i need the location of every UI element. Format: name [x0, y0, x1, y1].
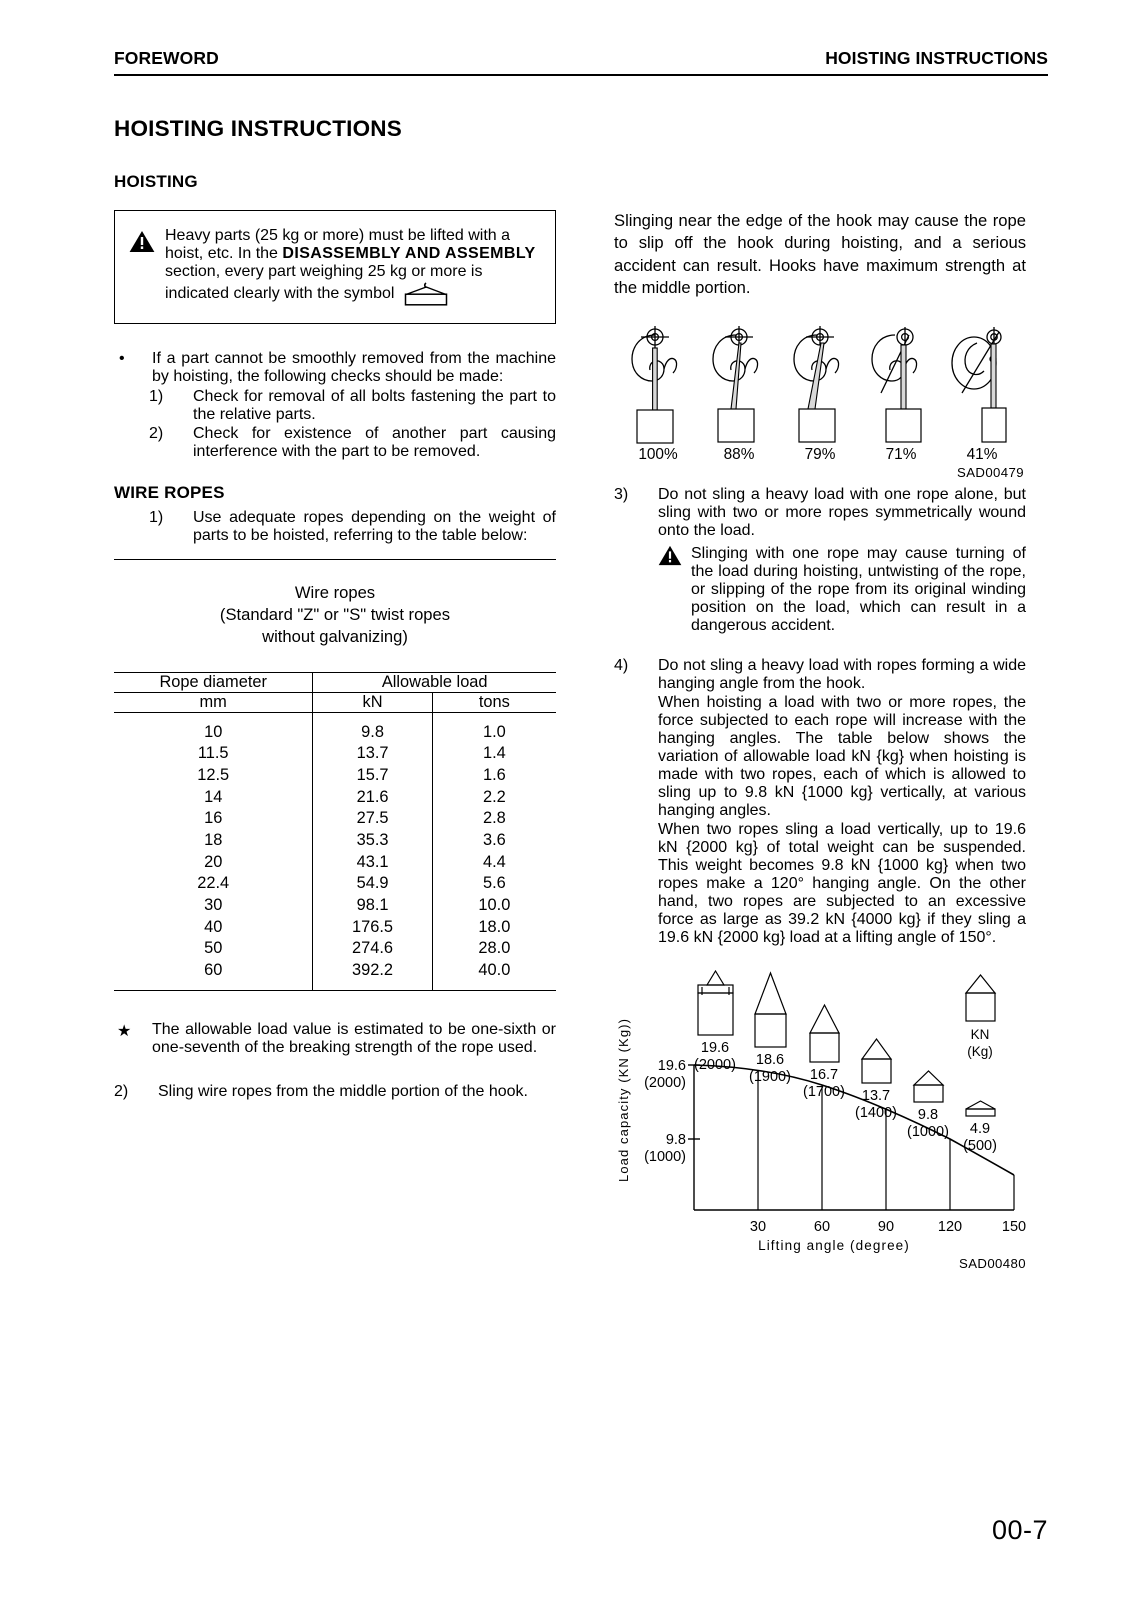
cell-tons: 1.4 — [432, 743, 556, 765]
chart-point-labels — [694, 1027, 997, 1154]
xtick-label-120: 120 — [937, 1219, 963, 1236]
table-caption — [114, 560, 556, 672]
load-shape-150deg — [966, 1101, 995, 1116]
table-row — [114, 743, 556, 765]
hoist-sling-symbol — [399, 281, 453, 307]
cell-kn: 13.7 — [313, 743, 432, 765]
table-unit-header-row — [114, 693, 556, 713]
table-row — [114, 830, 556, 852]
wire-ropes-list — [149, 509, 556, 545]
cell-tons: 1.6 — [432, 765, 556, 787]
hook-percent-label: 88% — [723, 446, 755, 464]
cell-mm: 11.5 — [197, 744, 229, 763]
point-label-kn-2: 16.7 — [809, 1067, 839, 1084]
list-item-text: Check for existence of another part causing interference with the part to be removed. — [193, 425, 556, 460]
cell-kn: 43.1 — [313, 852, 432, 874]
page-header — [114, 48, 1048, 74]
column-header-tons: tons — [432, 693, 556, 713]
xtick-label-30: 30 — [749, 1219, 767, 1236]
load-shape-legend — [966, 975, 995, 1021]
cell-mm: 40 — [204, 917, 223, 936]
list-item-text: Do not sling a heavy load with one rope alone, but sling with two or more ropes symmetrically wound onto the load. — [658, 486, 1026, 540]
intro-paragraph: Slinging near the edge of the hook may cause the rope to slip off the hook during hoisting, and a serious accident can result. Hooks have maximum strength at the middle portion. — [614, 211, 1026, 297]
column-header-kn: kN — [313, 693, 432, 713]
cell-tons: 3.6 — [432, 830, 556, 852]
hook-diagram-79 — [782, 321, 858, 464]
hook-diagram-71 — [863, 321, 939, 464]
table-row — [114, 895, 556, 917]
table-caption-line1: Wire ropes — [294, 583, 376, 602]
list-item-number: 1) — [149, 388, 164, 405]
column-header-rope-diameter: Rope diameter — [114, 673, 313, 693]
table-row — [114, 765, 556, 787]
item4-paragraph-3: When two ropes sling a load vertically, up to 19.6 kN {2000 kg} of total weight can be suspended. This weight becomes 9.8 kN {1000 kg} when two ropes make a 120° hanging angle. On the other hand, two ropes are subjected to an excessive force as large as 39.2 kN {4000 kg} if they sling a 19.6 kN {2000 kg} load at a lifting angle of 150°. — [658, 821, 1026, 947]
chart-y-ticks — [644, 1058, 686, 1165]
hook-row — [614, 321, 1026, 464]
point-label-kn-1: 18.6 — [755, 1052, 785, 1069]
ytick-kn-1: 9.8 — [665, 1132, 686, 1149]
bullet-marker: • — [119, 350, 125, 367]
cell-tons: 5.6 — [432, 873, 556, 895]
ytick-kg-1: (1000) — [644, 1149, 686, 1166]
cell-tons: 18.0 — [432, 917, 556, 939]
cell-kn: 21.6 — [313, 787, 432, 809]
checks-list — [149, 388, 556, 461]
list-item-number: 3) — [614, 486, 629, 504]
xtick-label-90: 90 — [877, 1219, 895, 1236]
cell-kn: 27.5 — [313, 808, 432, 830]
cell-kn: 54.9 — [313, 873, 432, 895]
list-item-number: 2) — [149, 425, 164, 442]
cell-mm: 50 — [204, 939, 223, 958]
table-group-header-row — [114, 673, 556, 693]
star-note — [114, 1021, 556, 1057]
list-item-number: 4) — [614, 657, 629, 675]
hook-percent-label: 71% — [885, 446, 917, 464]
cell-mm: 60 — [204, 960, 223, 979]
cell-mm: 16 — [204, 809, 223, 828]
table-head-spacer — [114, 713, 556, 722]
list-item — [149, 388, 556, 424]
list-item-number: 1) — [149, 509, 164, 526]
column-header-allowable-load: Allowable load — [313, 673, 556, 693]
point-label-kn-3: 13.7 — [861, 1088, 891, 1105]
table-row — [114, 960, 556, 982]
hook-percent-label: 79% — [804, 446, 836, 464]
header-rule — [114, 74, 1048, 76]
bullet-text: If a part cannot be smoothly removed from the machine by hoisting, the following checks should be made: — [152, 350, 556, 385]
paragraph — [614, 694, 1026, 820]
list-item-text: Do not sling a heavy load with ropes forming a wide hanging angle from the hook. — [658, 657, 1026, 693]
two-column-body — [114, 210, 1048, 1272]
load-capacity-chart — [614, 967, 1026, 1272]
warning-text-bold: DISASSEMBLY AND ASSEMBLY — [282, 245, 536, 262]
cell-mm: 30 — [204, 895, 223, 914]
chart-x-axis-label: Lifting angle (degree) — [758, 1238, 910, 1254]
list-item-number: 2) — [114, 1083, 129, 1101]
cell-kn: 274.6 — [313, 938, 432, 960]
load-shape-120deg — [914, 1071, 943, 1102]
column-header-mm: mm — [114, 693, 313, 713]
cell-kn: 15.7 — [313, 765, 432, 787]
cell-mm: 18 — [204, 830, 223, 849]
list-item — [149, 509, 556, 545]
cell-tons: 1.0 — [432, 722, 556, 744]
table-row — [114, 873, 556, 895]
list-item — [114, 350, 556, 386]
point-label-kg-1: (1900) — [749, 1069, 791, 1086]
warning-box — [114, 210, 556, 324]
cell-tons: 2.8 — [432, 808, 556, 830]
ytick-kn-0: 19.6 — [657, 1058, 686, 1075]
cell-mm: 14 — [204, 787, 223, 806]
chart-x-ticks — [750, 1219, 1026, 1235]
cell-mm: 22.4 — [197, 874, 230, 893]
table-bottom-spacer — [114, 982, 556, 991]
point-label-kn-5: 4.9 — [969, 1121, 991, 1138]
cell-kn: 98.1 — [313, 895, 432, 917]
right-column — [614, 210, 1026, 1272]
load-shape-0deg — [698, 971, 733, 1035]
point-label-kn-4: 9.8 — [917, 1107, 939, 1124]
hook-icon — [620, 321, 690, 445]
hook-strength-figure — [614, 321, 1026, 480]
list-item-text: Check for removal of all bolts fastening the part to the relative parts. — [193, 388, 556, 423]
star-icon: ★ — [117, 1023, 132, 1041]
point-label-kn-0: 19.6 — [700, 1040, 730, 1057]
header-right-label: HOISTING INSTRUCTIONS — [825, 48, 1048, 68]
paragraph — [614, 821, 1026, 947]
hook-icon — [944, 321, 1014, 445]
figure-code: SAD00479 — [957, 465, 1024, 481]
cell-tons: 40.0 — [432, 960, 556, 982]
page-title: HOISTING INSTRUCTIONS — [114, 116, 402, 141]
list-item-text: Sling wire ropes from the middle portion of the hook. — [158, 1083, 528, 1101]
point-label-kg-0: (2000) — [694, 1057, 736, 1074]
wire-rope-table — [114, 672, 556, 991]
chart-y-axis-label: Load capacity (KN (Kg)) — [616, 1018, 631, 1183]
wire-ropes-heading: WIRE ROPES — [114, 483, 225, 502]
inline-warning-text: Slinging with one rope may cause turning of the load during hoisting, untwisting of the rope, or slipping of the rope from its original winding position on the load, which can result in a dangerous accident. — [691, 545, 1026, 635]
cell-tons: 28.0 — [432, 938, 556, 960]
list-item — [149, 425, 556, 461]
header-left-label: FOREWORD — [114, 48, 219, 68]
table-row — [114, 917, 556, 939]
cell-kn: 176.5 — [313, 917, 432, 939]
list-item — [614, 486, 1026, 540]
hook-diagram-100 — [620, 321, 696, 464]
list-item-text: Use adequate ropes depending on the weight of parts to be hoisted, referring to the table below: — [193, 509, 556, 544]
cell-kn: 35.3 — [313, 830, 432, 852]
warning-triangle-icon — [658, 545, 682, 635]
cell-mm: 10 — [204, 722, 223, 741]
load-shape-90deg — [862, 1039, 891, 1083]
page-number: 00-7 — [991, 1515, 1048, 1545]
table-caption-line2: (Standard "Z" or "S" twist ropes — [219, 605, 451, 625]
chart-unit-kn: KN — [970, 1027, 990, 1043]
table-row — [114, 938, 556, 960]
hook-percent-label: 41% — [966, 446, 998, 464]
point-label-kg-5: (500) — [963, 1138, 997, 1155]
load-shape-30deg — [755, 973, 786, 1047]
list-item — [614, 657, 1026, 693]
item4-paragraph-2: When hoisting a load with two or more ropes, the force subjected to each rope will increase with the hanging angles. The table below shows the variation of allowable load kN {kg} when hoisting is made with two ropes, each of which is allowed to sling up to 9.8 kN {1000 kg} vertically, at various hanging angles. — [658, 694, 1026, 820]
cell-mm: 20 — [204, 852, 223, 871]
hook-diagram-88 — [701, 321, 777, 464]
inline-warning — [658, 545, 1026, 635]
point-label-kg-2: (1700) — [803, 1084, 845, 1101]
table-body — [114, 722, 556, 991]
warning-triangle-icon — [129, 230, 155, 307]
point-label-kg-4: (1000) — [907, 1124, 949, 1141]
left-column — [114, 210, 556, 1101]
cell-mm: 12.5 — [197, 766, 230, 784]
cell-tons: 4.4 — [432, 852, 556, 874]
cell-kn: 392.2 — [313, 960, 432, 982]
wire-rope-table-block — [114, 559, 556, 991]
table-row — [114, 722, 556, 744]
hook-icon — [701, 321, 771, 445]
warning-text-part1: Heavy parts (25 kg or more) must be lifted with a hoist, etc. In the — [165, 227, 511, 262]
hook-percent-label: 100% — [638, 446, 678, 464]
star-note-text: The allowable load value is estimated to be one-sixth or one-seventh of the breaking strength of the rope used. — [152, 1021, 556, 1057]
cell-tons: 2.2 — [432, 787, 556, 809]
hook-icon — [863, 321, 933, 445]
warning-text — [165, 227, 537, 307]
warning-text-part2: section, every part weighing 25 kg or more is indicated clearly with the symbol — [165, 263, 483, 302]
ytick-kg-0: (2000) — [644, 1075, 686, 1092]
chart-figure-code: SAD00480 — [959, 1256, 1026, 1272]
chart-curve — [694, 1065, 1014, 1175]
table-row — [114, 808, 556, 830]
chart-svg — [614, 967, 1026, 1267]
xtick-label-150: 150 — [1001, 1219, 1026, 1236]
list-item — [114, 1083, 556, 1101]
chart-unit-kg: (Kg) — [967, 1044, 993, 1060]
table-row — [114, 852, 556, 874]
table-caption-line3: without galvanizing) — [262, 627, 408, 647]
hook-icon — [782, 321, 852, 445]
section-title: HOISTING — [114, 172, 198, 191]
cell-tons: 10.0 — [432, 895, 556, 917]
point-label-kg-3: (1400) — [855, 1105, 897, 1122]
cell-kn: 9.8 — [313, 722, 432, 744]
load-shape-60deg — [810, 1005, 839, 1062]
xtick-label-60: 60 — [813, 1219, 831, 1236]
table-row — [114, 787, 556, 809]
hook-diagram-41 — [944, 321, 1020, 464]
